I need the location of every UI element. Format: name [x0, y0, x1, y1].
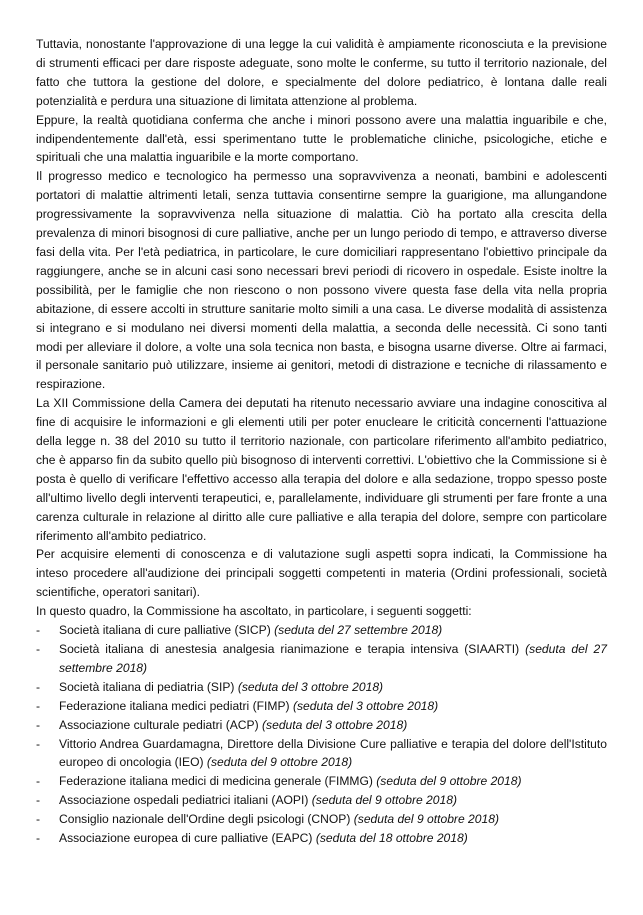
- hearing-name: Associazione europea di cure palliative (EAPC): [59, 831, 313, 846]
- hearing-date: (seduta del 9 ottobre 2018): [353, 812, 499, 827]
- hearing-date: (seduta del 3 ottobre 2018): [292, 698, 439, 713]
- list-marker: -: [36, 623, 41, 638]
- list-item: [36, 810, 607, 829]
- hearing-date: (seduta del 9 ottobre 2018): [206, 755, 353, 770]
- hearing-name: Federazione italiana medici pediatri (FIMP): [59, 698, 290, 713]
- list-item: [36, 772, 607, 791]
- list-item: [36, 621, 607, 640]
- paragraph: Tuttavia, nonostante l'approvazione di una legge la cui validità è ampiamente riconosciuta e la previsione di strumenti efficaci per dare risposte adeguate, sono molte le conferme, su tutto il territorio nazionale, del fatto che tuttora la gestione del dolore, e specialmente del dolore pediatrico, è lontana dalle reali potenzialità e perdura una situazione di limitata attenzione al problema.: [36, 37, 607, 108]
- list-marker: -: [36, 717, 41, 732]
- hearing-date: (seduta del 27 settembre 2018): [59, 642, 607, 675]
- paragraph: La XII Commissione della Camera dei deputati ha ritenuto necessario avviare una indagine conoscitiva al fine di acquisire le informazioni e gli elementi utili per poter enucleare le criticità concernenti l'attuazione della legge n. 38 del 2010 su tutto il territorio nazionale, con particolare riferimento all'ambito pediatrico, che è apparso fin da subito quello più bisognoso di interventi correttivi. L'obiettivo che la Commissione si è posta è quello di verificare l'effettivo accesso alla terapia del dolore e alla sedazione, troppo spesso poste all'ultimo livello degli interventi terapeutici, e, parallelamente, individuare gli strumenti per fare fronte a una carenza culturale in relazione al diritto alle cure palliative e alla terapia del dolore, sempre con particolare riferimento all'ambito pediatrico.: [36, 396, 607, 543]
- hearing-name: Consiglio nazionale dell'Ordine degli psicologi (CNOP): [59, 812, 351, 827]
- list-item: [36, 829, 607, 848]
- list-item: [36, 697, 607, 716]
- paragraph: In questo quadro, la Commissione ha ascoltato, in particolare, i seguenti soggetti:: [36, 604, 472, 619]
- hearing-name: Associazione ospedali pediatrici italiani (AOPI): [59, 793, 309, 808]
- list-item: [36, 735, 607, 773]
- hearing-date: (seduta del 9 ottobre 2018): [311, 793, 457, 808]
- body-text: [36, 35, 607, 621]
- hearing-date: (seduta del 9 ottobre 2018): [376, 774, 522, 789]
- hearing-date: (seduta del 3 ottobre 2018): [262, 717, 408, 732]
- hearing-name: Società italiana di anestesia analgesia rianimazione e terapia intensiva (SIAARTI): [59, 642, 520, 656]
- hearing-name: Vittorio Andrea Guardamagna, Direttore della Divisione Cure palliative e terapia del dolore dell'Istituto europeo di oncologia (IEO): [59, 736, 607, 770]
- list-marker: -: [36, 831, 41, 846]
- list-item: [36, 640, 607, 678]
- hearing-date: (seduta del 27 settembre 2018): [274, 623, 443, 638]
- hearing-name: Associazione culturale pediatri (ACP): [59, 717, 259, 732]
- list-item: [36, 791, 607, 810]
- hearing-name: Società italiana di cure palliative (SICP): [59, 623, 271, 638]
- list-marker: -: [36, 679, 41, 694]
- paragraph: Il progresso medico e tecnologico ha permesso una sopravvivenza a neonati, bambini e adolescenti portatori di malattie altrimenti letali, senza tuttavia consentirne sempre la guarigione, ma allungandone progressivamente la sopravvivenza nella situazione di malattia. Ciò ha portato alla crescita della prevalenza di minori bisognosi di cure palliative, anche per un lungo periodo di tempo, e attraverso diverse fasi della vita. Per l'età pediatrica, in particolare, le cure domiciliari rappresentano l'obiettivo principale da raggiungere, anche se in alcuni casi sono necessari brevi periodi di ricovero in ospedale. Esiste inoltre la possibilità, per le famiglie che non riescono o non possono vivere questa fase della vita nella propria abitazione, di essere accolti in strutture sanitarie molto simili a una casa. Le diverse modalità di assistenza si integrano e si modulano nei diversi momenti della malattia, a seconda delle necessità. Ci sono tanti modi per alleviare il dolore, a volte una sola tecnica non basta, e bisogna usarne diverse. Oltre ai farmaci, il personale sanitario può utilizzare, insieme ai genitori, metodi di distrazione e tecniche di rilassamento e respirazione.: [36, 169, 607, 392]
- list-marker: -: [36, 812, 41, 827]
- list-marker: -: [36, 736, 41, 751]
- hearing-date: (seduta del 18 ottobre 2018): [315, 831, 468, 846]
- hearings-list: [36, 621, 607, 848]
- list-item: [36, 678, 607, 697]
- hearing-date: (seduta del 3 ottobre 2018): [237, 679, 384, 694]
- list-marker: -: [36, 793, 41, 808]
- list-marker: -: [36, 642, 41, 656]
- list-item: [36, 716, 607, 735]
- paragraph: Eppure, la realtà quotidiana conferma che anche i minori possono avere una malattia inguaribile e che, indipendentemente dall'età, essi sperimentano tutte le problematiche cliniche, psicologiche, etiche e spirituali che una malattia inguaribile e la morte comportano.: [36, 112, 607, 165]
- hearing-name: Federazione italiana medici di medicina generale (FIMMG): [59, 774, 373, 789]
- hearing-name: Società italiana di pediatria (SIP): [59, 679, 235, 694]
- paragraph: Per acquisire elementi di conoscenza e di valutazione sugli aspetti sopra indicati, la Commissione ha inteso procedere all'audizione dei principali soggetti competenti in materia (Ordini professionali, società scientifiche, operatori sanitari).: [36, 547, 607, 600]
- list-marker: -: [36, 698, 41, 713]
- list-marker: -: [36, 774, 41, 789]
